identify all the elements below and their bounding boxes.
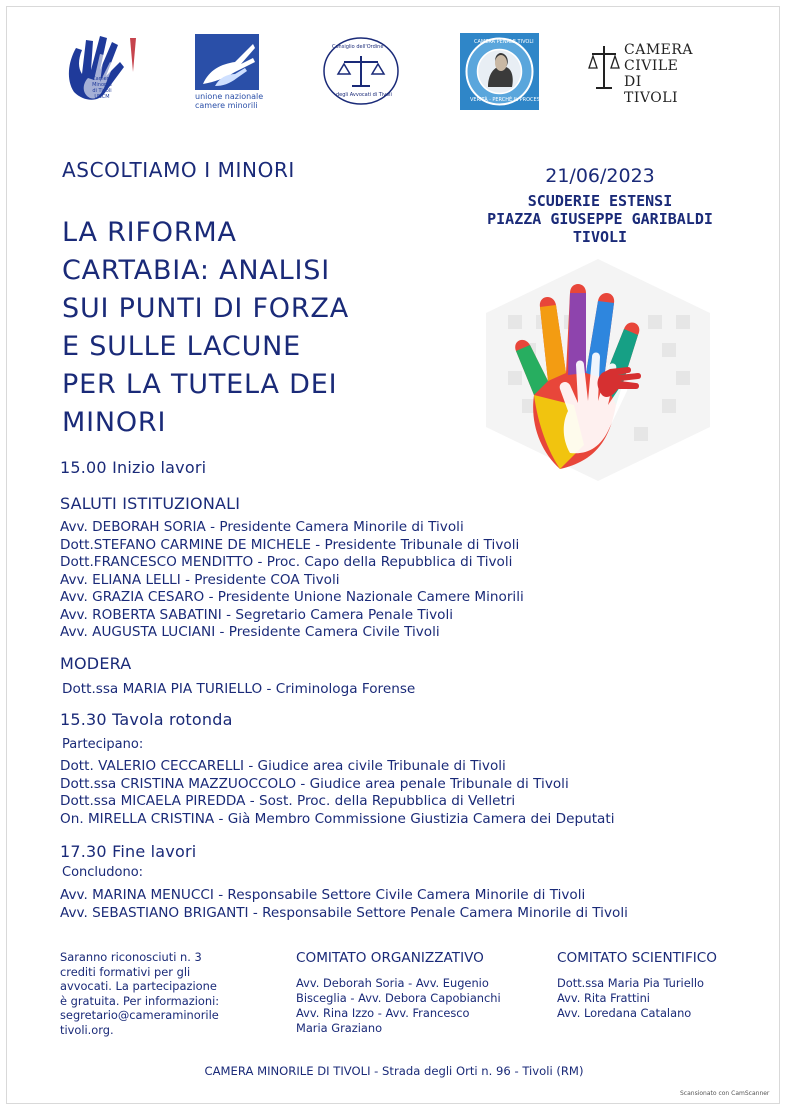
comitato-scientifico-list [557,976,704,1021]
crediti-info [60,950,219,1038]
comitato-line: Avv. Deborah Soria - Avv. Eugenio [296,976,489,990]
hands-icon [195,34,259,90]
crediti-line: Saranno riconosciuti n. 3 [60,950,202,964]
start-time: 15.00 Inizio lavori [60,458,207,477]
crediti-line: avvocati. La partecipazione [60,979,217,994]
colorful-hands-illustration [478,255,718,485]
saluti-item: Avv. DEBORAH SORIA - Presidente Camera Minorile di Tivoli [60,519,464,535]
venue-line: SCUDERIE ESTENSI [527,192,673,210]
comitato-line: Avv. Rita Frattini [557,991,650,1005]
logo-text: unione nazionale [195,92,264,101]
partecipano-list [60,758,614,828]
comitato-line: Maria Graziano [296,1021,383,1035]
saluti-item: Avv. ROBERTA SABATINI - Segretario Camera Penale Tivoli [60,606,454,623]
comitato-organizzativo-title: COMITATO ORGANIZZATIVO [296,950,484,966]
scanner-watermark: Scansionato con CamScanner [680,1090,770,1097]
consiglio-ordine-logo [322,36,400,106]
logo-text: Camera [92,76,112,82]
venue-line: PIAZZA GIUSEPPE GARIBALDI [487,210,713,228]
logo-text: Minorile [92,82,112,88]
logo-text: camere minorili [195,101,258,110]
modera-item: Dott.ssa MARIA PIA TURIELLO - Criminologa Forense [62,681,416,697]
crediti-line: è gratuita. Per informazioni: [60,993,220,1008]
camera-minorile-logo [60,32,152,108]
logo-text: CAMERA [624,42,694,58]
kicker: ASCOLTIAMO I MINORI [62,158,295,182]
saluti-item: Dott.STEFANO CARMINE DE MICHELE - Presidente Tribunale di Tivoli [60,536,520,553]
saluti-list [60,519,524,642]
partecipante-item: On. MIRELLA CRISTINA - Già Membro Commissione Giustizia Camera dei Deputati [60,810,615,827]
logo-text: degli Avvocati di Tivoli [336,92,392,98]
camera-civile-logo [588,40,694,106]
event-date: 21/06/2023 [545,165,655,187]
modera-title: MODERA [60,654,132,673]
partecipante-item: Dott. VALERIO CECCARELLI - Giudice area civile Tribunale di Tivoli [60,758,506,774]
venue [440,192,760,246]
concludono-item: Avv. MARINA MENUCCI - Responsabile Settore Civile Camera Minorile di Tivoli [60,887,586,903]
logo-text: UNCM [94,94,110,100]
title-line: LA RIFORMA [62,217,237,248]
title-line: MINORI [62,407,167,438]
comitato-line: Bisceglia - Avv. Debora Capobianchi [296,991,501,1005]
logo-text: VERITÀ · PERCHÉ IL PROCESSO [470,97,547,103]
saluti-item: Avv. AUGUSTA LUCIANI - Presidente Camera Civile Tivoli [60,624,440,640]
saluti-title: SALUTI ISTITUZIONALI [60,494,241,513]
concludono-item: Avv. SEBASTIANO BRIGANTI - Responsabile Settore Penale Camera Minorile di Tivoli [60,904,628,921]
tavola-rotonda: 15.30 Tavola rotonda [60,710,233,729]
crediti-line: tivoli.org. [60,1022,114,1037]
scales-icon [588,42,620,94]
footer-address: CAMERA MINORILE DI TIVOLI - Strada degli Orti n. 96 - Tivoli (RM) [204,1064,584,1078]
uncm-logo [195,34,264,110]
event-title [62,214,349,442]
title-line: SUI PUNTI DI FORZA [62,293,349,324]
concludono-label: Concludono: [62,865,144,880]
logo-text: Consiglio dell'Ordine [332,44,384,50]
venue-line: TIVOLI [572,228,628,246]
saluti-item: Avv. ELIANA LELLI - Presidente COA Tivoli [60,571,340,588]
comitato-line: Dott.ssa Maria Pia Turiello [557,976,705,990]
logo-text: CIVILE DI [624,58,679,90]
partecipano-label: Partecipano: [62,737,144,752]
camera-penale-logo [460,33,547,110]
comitato-line: Avv. Rina Izzo - Avv. Francesco [296,1006,470,1020]
partecipante-item: Dott.ssa MICAELA PIREDDA - Sost. Proc. della Repubblica di Velletri [60,793,516,809]
concludono-list [60,887,628,922]
title-line: E SULLE LACUNE [62,331,301,362]
saluti-item: Avv. GRAZIA CESARO - Presidente Unione Nazionale Camere Minorili [60,589,524,605]
logo-text: di Tivoli [92,88,112,94]
crediti-line: crediti formativi per gli [60,964,191,979]
logo-text: CAMERA PENALE TIVOLI [474,39,534,45]
title-line: PER LA TUTELA DEI [62,369,338,400]
crediti-line: segretario@cameraminorile [60,1008,219,1023]
saluti-item: Dott.FRANCESCO MENDITTO - Proc. Capo della Repubblica di Tivoli [60,554,513,570]
partecipante-item: Dott.ssa CRISTINA MAZZUOCCOLO - Giudice area penale Tribunale di Tivoli [60,775,569,792]
comitato-organizzativo-list [296,976,501,1036]
fine-lavori: 17.30 Fine lavori [60,842,197,861]
logo-text: TIVOLI [624,90,679,106]
comitato-scientifico-title: COMITATO SCIENTIFICO [557,950,717,966]
comitato-line: Avv. Loredana Catalano [557,1006,692,1020]
title-line: CARTABIA: ANALISI [62,255,330,286]
